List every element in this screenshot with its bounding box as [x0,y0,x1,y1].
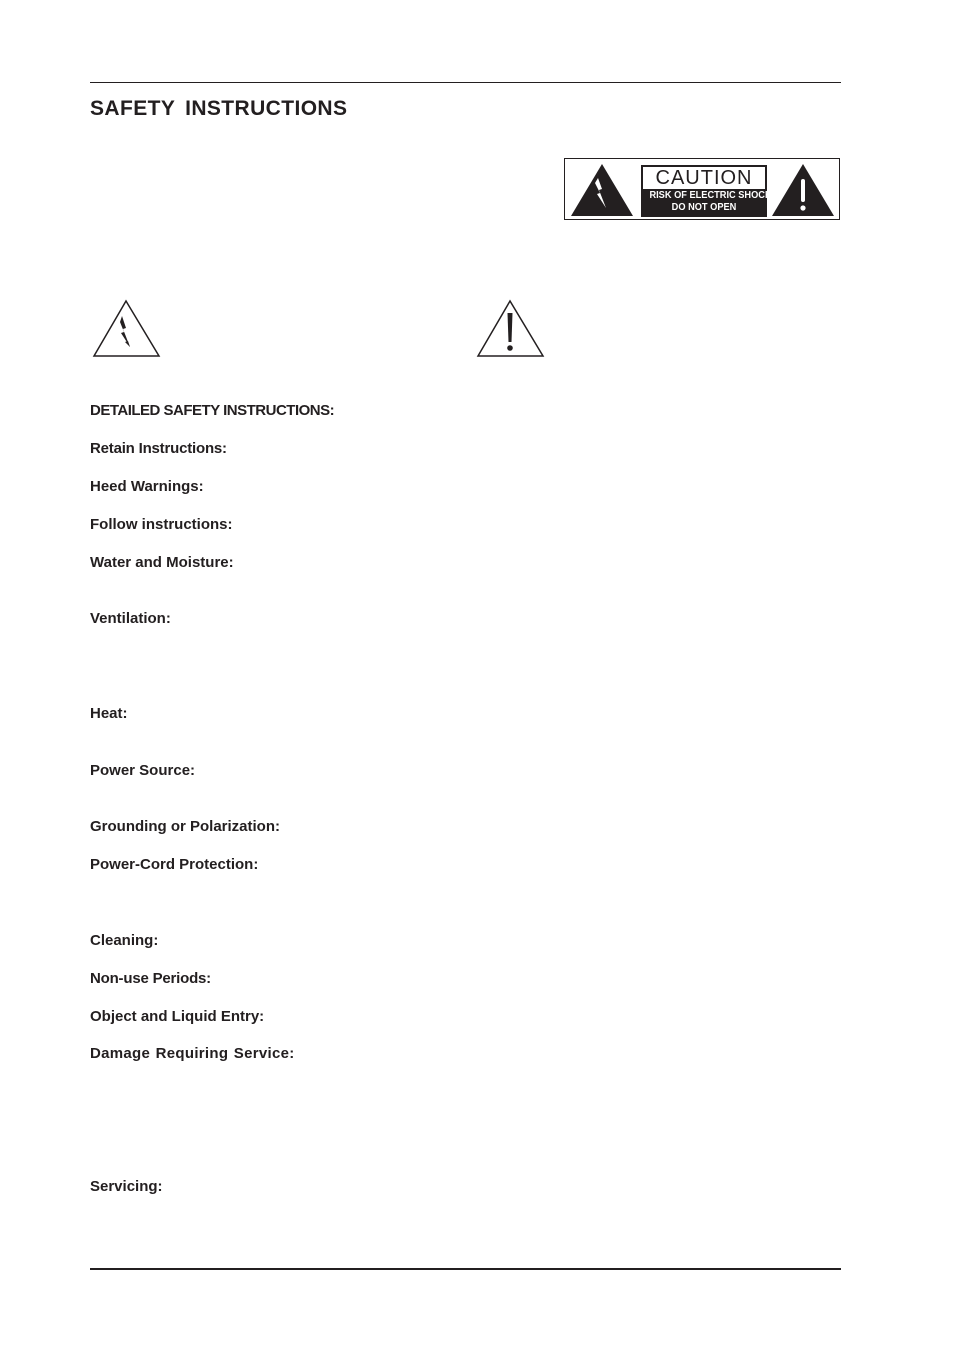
heading-water-and-moisture: Water and Moisture: [90,554,234,571]
heading-heed-warnings: Heed Warnings: [90,478,204,495]
caution-word: CAUTION [643,167,765,189]
heading-retain-instructions: Retain Instructions: [90,440,227,457]
page-title: SAFETY INSTRUCTIONS [90,97,348,120]
bottom-rule [90,1268,841,1270]
heading-power-source: Power Source: [90,762,196,779]
heading-follow-instructions: Follow instructions: [90,516,233,533]
heading-servicing: Servicing: [90,1178,163,1195]
heading-cleaning: Cleaning: [90,932,159,949]
caution-line-1: RISK OF ELECTRIC SHOCK [649,189,772,201]
heading-grounding-or-polarization: Grounding or Polarization: [90,818,280,835]
heading-detailed-safety-instructions: DETAILED SAFETY INSTRUCTIONS: [90,402,335,419]
lightning-bolt-triangle-icon [92,298,162,360]
lightning-bolt-triangle-icon [571,164,633,216]
exclamation-triangle-icon [476,298,546,360]
heading-heat: Heat: [90,705,128,722]
caution-line-2: DO NOT OPEN [671,201,737,213]
heading-non-use-periods: Non-use Periods: [90,970,211,987]
heading-power-cord-protection: Power-Cord Protection: [90,856,259,873]
top-rule [90,82,841,83]
caution-panel [641,165,772,217]
heading-object-and-liquid-entry: Object and Liquid Entry: [90,1008,265,1025]
exclamation-triangle-icon [772,164,834,216]
caution-label [564,158,840,220]
heading-damage-requiring-service: Damage Requiring Service: [90,1045,295,1062]
heading-ventilation: Ventilation: [90,610,171,627]
